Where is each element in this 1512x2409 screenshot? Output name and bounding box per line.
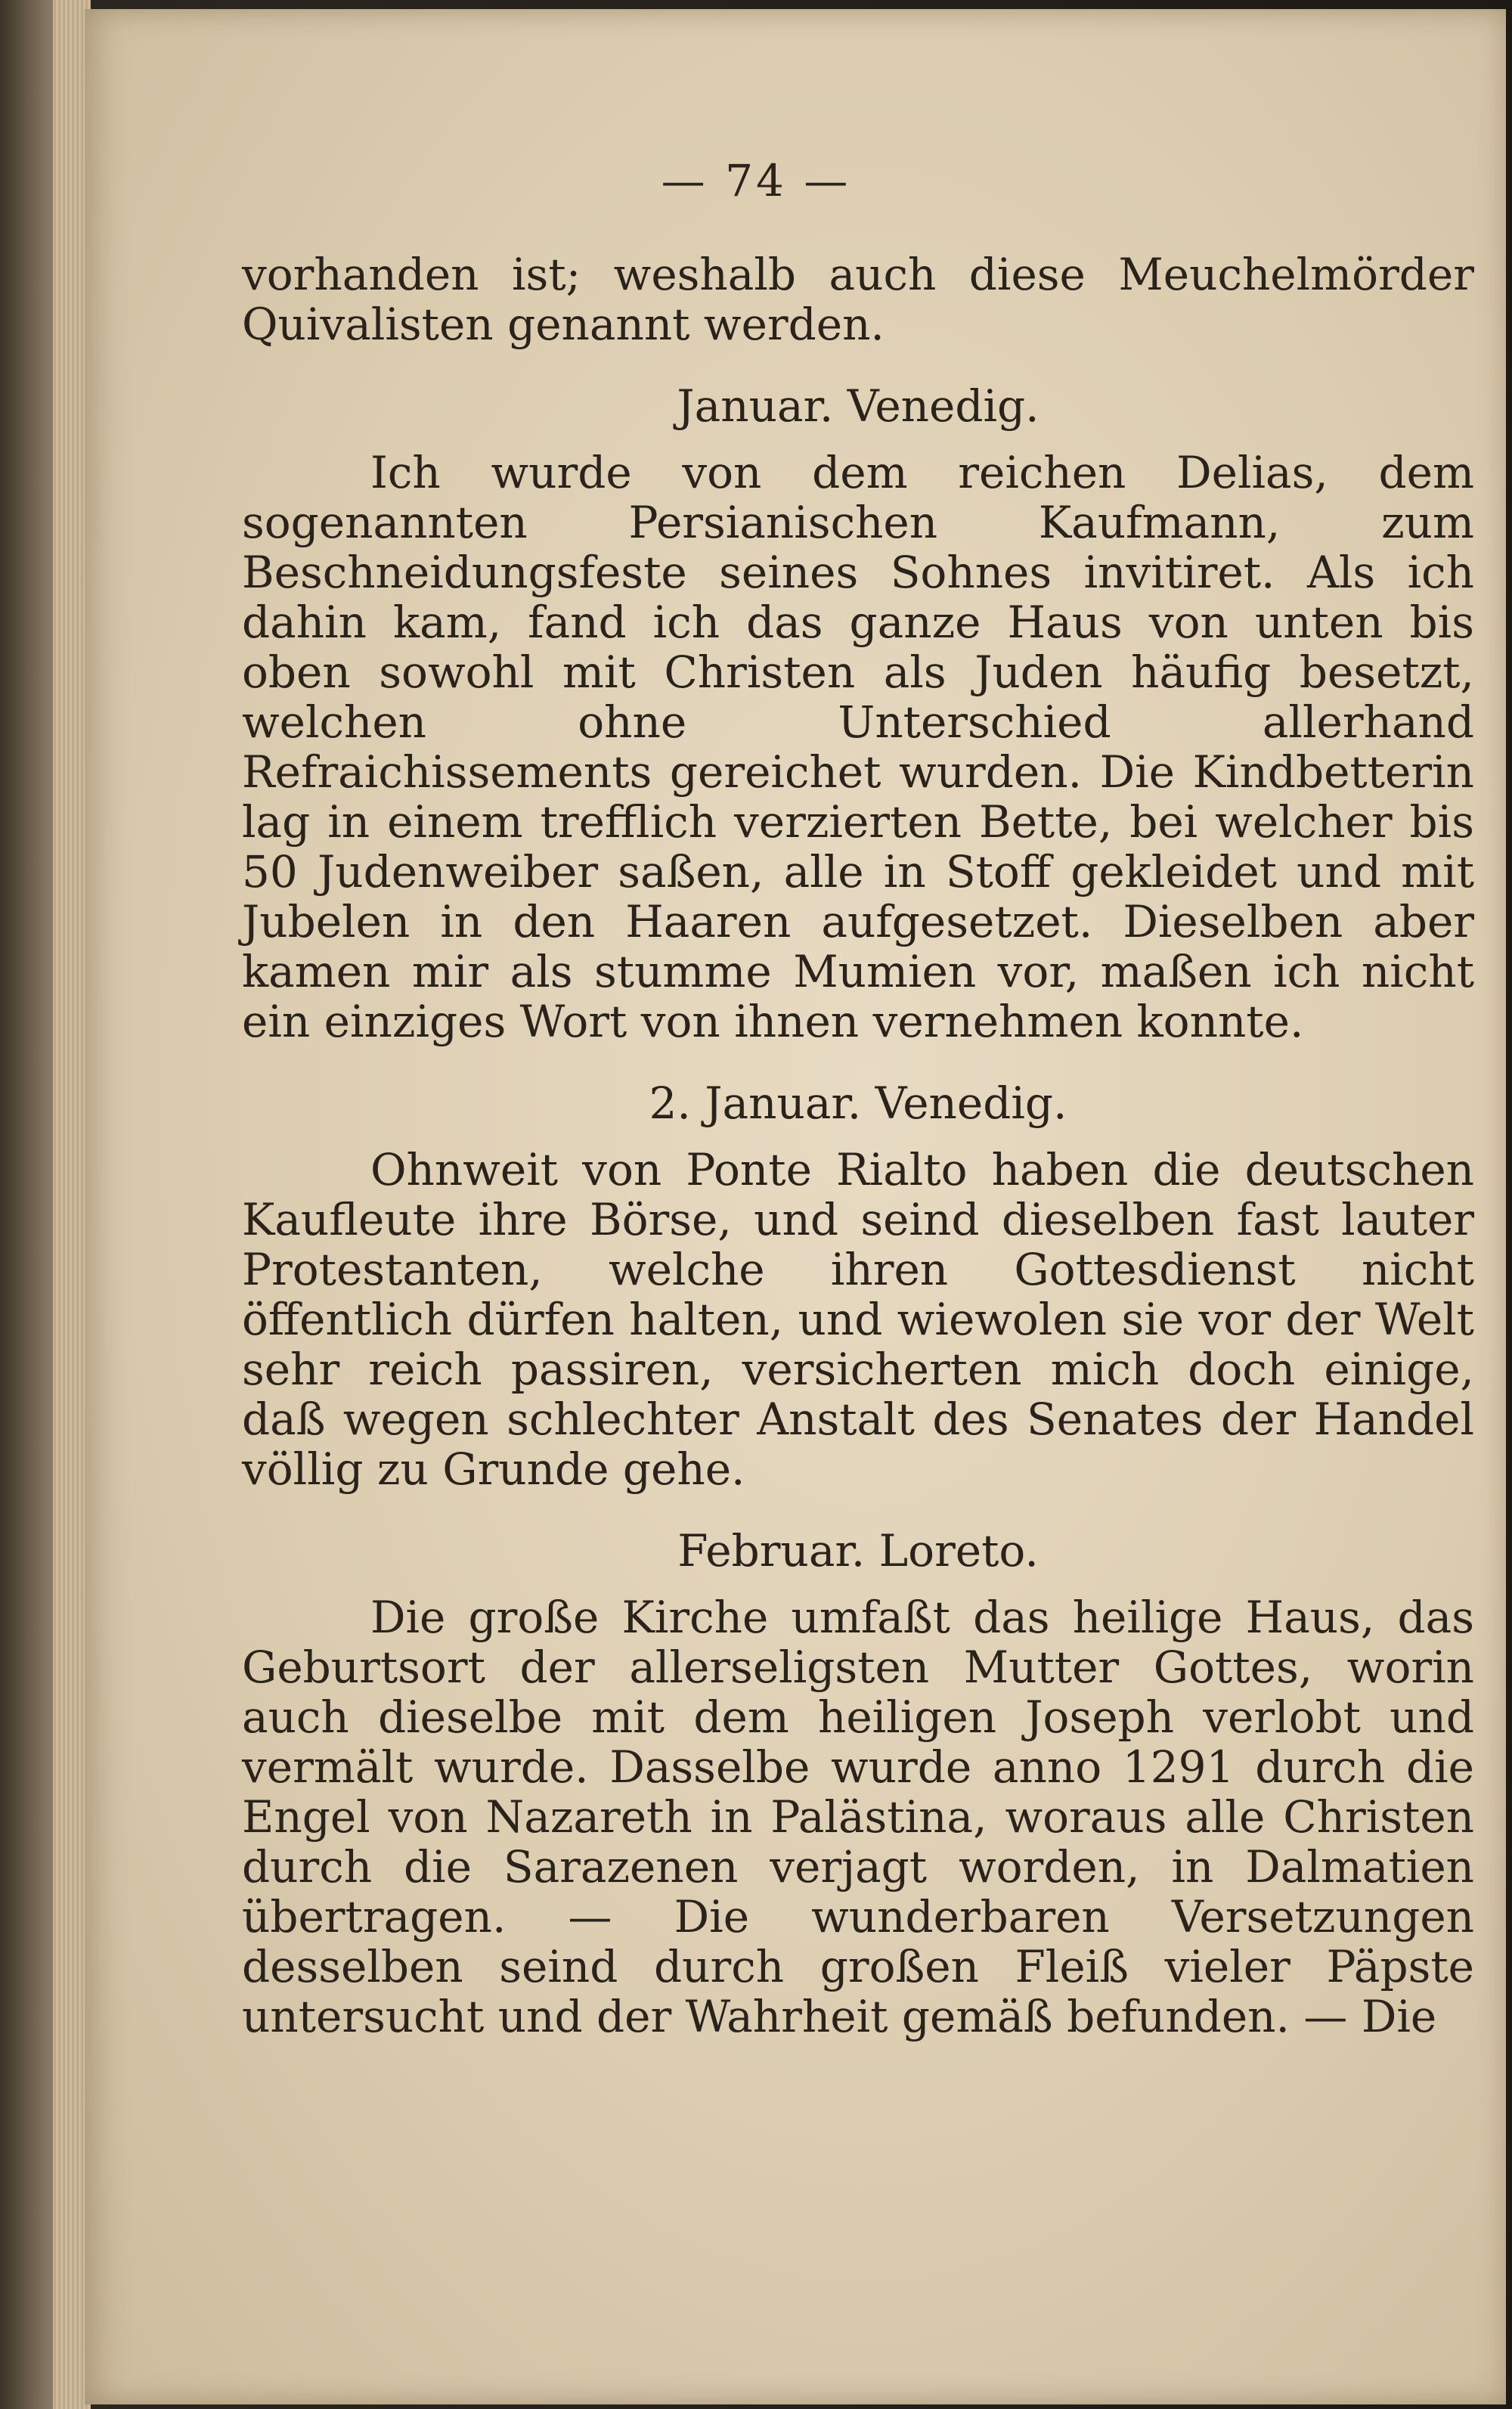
paragraph-loreto: Die große Kirche umfaßt das heilige Haus, das Geburtsort der allerseligsten Mutter Gottes, worin auch dieselbe mit dem heiligen Joseph verlobt und vermält wurde. Dasselbe wurde anno 1291 durch die Engel von Nazareth in Palästina, woraus alle Christen durch die Sarazenen verjagt worden, in Dalmatien übertragen. — Die wunderbaren Versetzungen desselben seind durch großen Fleiß vieler Päpste untersucht und der Wahrheit gemäß befunden. — Die [242,1592,1474,2042]
paragraph-delias: Ich wurde von dem reichen Delias, dem sogenannten Persianischen Kaufmann, zum Beschneidungsfeste seines Sohnes invitiret. Als ich dahin kam, fand ich das ganze Haus von unten bis oben sowohl mit Christen als Juden häufig besetzt, welchen ohne Unterschied allerhand Refraichissements gereichet wurden. Die Kindbetterin lag in einem trefflich verzierten Bette, bei welcher bis 50 Judenweiber saßen, alle in Stoff gekleidet und mit Jubelen in den Haaren aufgesetzet. Dieselben aber kamen mir als stumme Mumien vor, maßen ich nicht ein einziges Wort von ihnen vernehmen konnte. [242,447,1474,1047]
entry-heading-januar-venedig: Januar. Venedig. [677,380,1040,432]
entry-heading-2-januar-venedig: 2. Januar. Venedig. [649,1077,1067,1129]
page-number: — 74 — [661,155,851,206]
paragraph-ponte-rialto: Ohnweit von Ponte Rialto haben die deutschen Kaufleute ihre Börse, und seind dieselben fast lauter Protestanten, welche ihren Gottesdienst nicht öffentlich dürfen halten, und wiewolen sie vor der Welt sehr reich passiren, versicherten mich doch einige, daß wegen schlechter Anstalt des Senates der Handel völlig zu Grunde gehe. [242,1144,1474,1495]
page-text [242,250,1474,2042]
paragraph-continuation: vorhanden ist; weshalb auch diese Meuchelmörder Quivalisten genannt werden. [242,249,1474,350]
entry-heading-februar-loreto: Februar. Loreto. [677,1525,1039,1577]
